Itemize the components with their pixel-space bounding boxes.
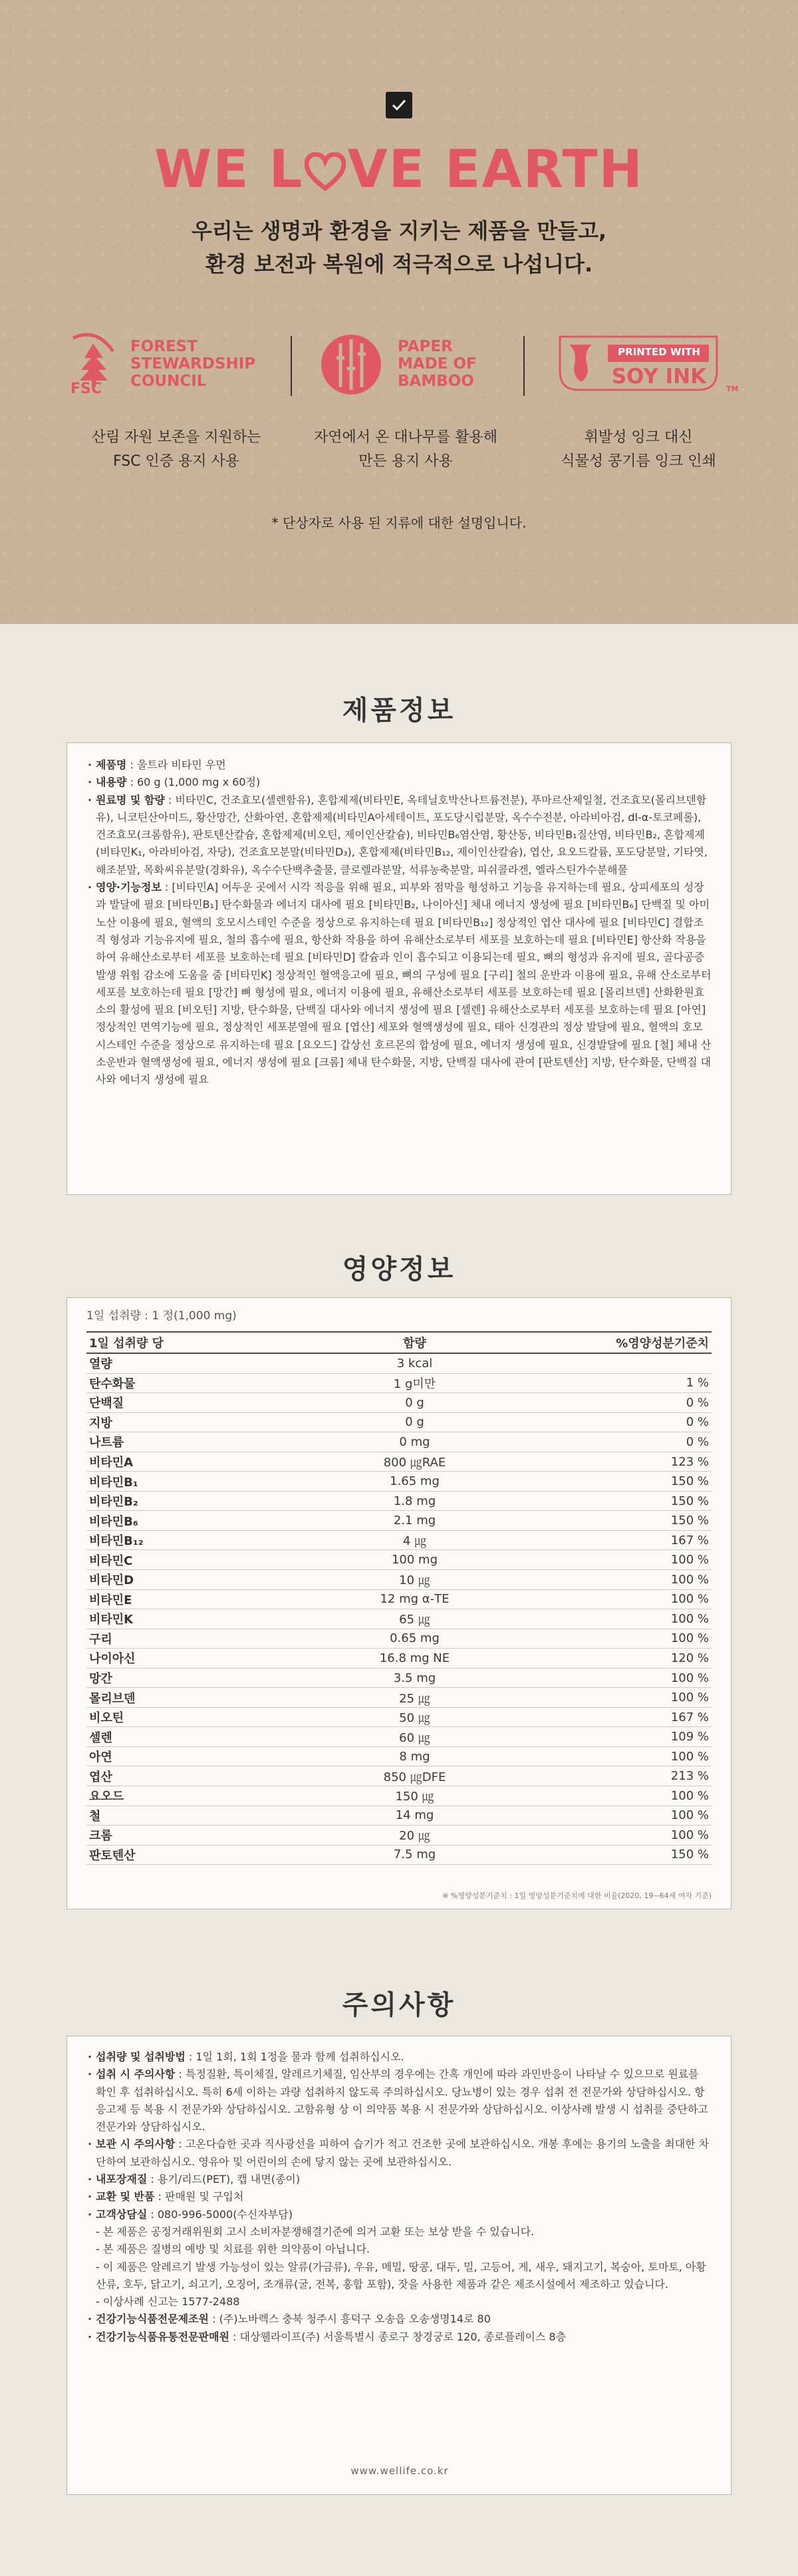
- maker-list: [86, 2311, 712, 2346]
- maker-item-key: 건강기능식품유통전문판매원: [96, 2330, 229, 2343]
- product-info-title: 제품정보: [342, 695, 456, 726]
- eco-intro: [0, 214, 798, 281]
- nutrient-amount: 100 mg: [336, 1550, 493, 1570]
- header-daily-value: %영양성분기준치: [493, 1332, 712, 1353]
- caution-note: - 이 제품은 알레르기 발생 가능성이 있는 알류(가금류), 우유, 메밀, 땅콩, 대두, 밀, 고등어, 게, 새우, 돼지고기, 복숭아, 토마토, 아황산류, 호두, 닭고기, 쇠고기, 오징어, 조개류(굴, 전복, 홍합 포함), 잣을 사용한 제품과 같은 제조시설에서 제조하고 있습니다.: [96, 2260, 706, 2291]
- table-row: [86, 1353, 712, 1373]
- nutrient-amount: 3 kcal: [336, 1353, 493, 1373]
- nutrient-amount: 3.5 mg: [336, 1668, 493, 1688]
- caution-item: [86, 2048, 712, 2066]
- caution-note: - 이상사례 신고는 1577-2488: [96, 2295, 240, 2309]
- nutrient-amount: 0 g: [336, 1393, 493, 1413]
- nutrient-name: 철: [86, 1806, 336, 1826]
- table-row: [86, 1550, 712, 1570]
- nutrient-name: 구리: [86, 1629, 336, 1649]
- product-info-item-key: 영양·기능정보: [96, 881, 162, 894]
- nutrient-daily-value: 150 %: [493, 1845, 712, 1865]
- nutrient-daily-value: 213 %: [493, 1766, 712, 1786]
- nutrient-daily-value: 150 %: [493, 1491, 712, 1511]
- nutrient-name: 비타민D: [86, 1570, 336, 1590]
- table-row: [86, 1452, 712, 1472]
- nutrient-name: 비오틴: [86, 1707, 336, 1727]
- nutrient-name: 비타민E: [86, 1589, 336, 1609]
- table-row: [86, 1806, 712, 1826]
- bamboo-logo-text: PAPER MADE OF BAMBOO: [398, 338, 477, 390]
- nutrient-name: 나트륨: [86, 1432, 336, 1452]
- nutrient-amount: 14 mg: [336, 1806, 493, 1826]
- serving-size: 1일 섭취량 : 1 정(1,000 mg): [86, 1309, 237, 1323]
- table-row: [86, 1472, 712, 1492]
- nutrient-daily-value: 150 %: [493, 1511, 712, 1531]
- nutrient-name: 크롬: [86, 1826, 336, 1846]
- caution-item: [86, 2188, 712, 2205]
- table-row: [86, 1373, 712, 1393]
- caution-note: - 본 제품은 질병의 예방 및 치료를 위한 의약품이 아닙니다.: [96, 2243, 370, 2256]
- nutrient-daily-value: 109 %: [493, 1727, 712, 1747]
- product-info-item-key: 내용량: [96, 776, 127, 789]
- nutrient-amount: 7.5 mg: [336, 1845, 493, 1865]
- nutrient-amount: 65 ㎍: [336, 1609, 493, 1629]
- table-row: [86, 1432, 712, 1452]
- caution-list: [86, 2048, 712, 2223]
- nutrient-daily-value: 120 %: [493, 1649, 712, 1669]
- caution-item-key: 고객상담실: [96, 2207, 148, 2221]
- nutrient-amount: 16.8 mg NE: [336, 1649, 493, 1669]
- product-info-item-key: 제품명: [96, 758, 127, 771]
- nutrient-daily-value: 167 %: [493, 1707, 712, 1727]
- nutrient-amount: 50 ㎍: [336, 1707, 493, 1727]
- table-row: [86, 1393, 712, 1413]
- bamboo-icon: [319, 331, 386, 398]
- table-row: [86, 1530, 712, 1550]
- caution-item: [86, 2171, 712, 2188]
- nutrient-amount: 0.65 mg: [336, 1629, 493, 1649]
- checkbox-icon: [386, 92, 412, 118]
- table-row: [86, 1688, 712, 1708]
- table-row: [86, 1570, 712, 1590]
- caution-item-key: 섭취 시 주의사항: [96, 2068, 176, 2081]
- nutrient-daily-value: 150 %: [493, 1472, 712, 1492]
- nutrient-daily-value: 100 %: [493, 1668, 712, 1688]
- soy-ink-caption: 휘발성 잉크 대신 식물성 콩기름 잉크 인쇄: [561, 429, 716, 470]
- nutrition-title: 영양정보: [342, 1254, 456, 1285]
- product-info-item: [86, 792, 712, 879]
- fsc-logo: [66, 331, 279, 398]
- nutrient-amount: 850 ㎍DFE: [336, 1766, 493, 1786]
- caution-item: [86, 2136, 712, 2171]
- nutrient-amount: 8 mg: [336, 1746, 493, 1766]
- headline-part-1: WE L: [154, 140, 304, 200]
- table-row: [86, 1491, 712, 1511]
- nutrient-daily-value: [493, 1353, 712, 1373]
- soy-ink-logo: [552, 331, 745, 398]
- bamboo-caption: 자연에서 온 대나무를 활용해 만든 용지 사용: [313, 429, 497, 470]
- table-row: [86, 1668, 712, 1688]
- caution-item-key: 보관 시 주의사항: [96, 2138, 176, 2151]
- divider: [523, 336, 525, 396]
- table-row: [86, 1845, 712, 1865]
- nutrient-amount: 25 ㎍: [336, 1688, 493, 1708]
- caution-item-value: : 080-996-5000(수신자부담): [147, 2207, 293, 2221]
- headline-part-2: VE EARTH: [347, 140, 644, 200]
- nutrient-daily-value: 0 %: [493, 1393, 712, 1413]
- nutrient-daily-value: 100 %: [493, 1629, 712, 1649]
- caution-item-value: : 1일 1회, 1회 1정을 물과 함께 섭취하십시오.: [185, 2050, 404, 2063]
- nutrient-daily-value: 0 %: [493, 1432, 712, 1452]
- nutrient-amount: 1.65 mg: [336, 1472, 493, 1492]
- caution-box: [66, 2036, 732, 2495]
- nutrient-name: 탄수화물: [86, 1373, 336, 1393]
- maker-item: [86, 2329, 712, 2346]
- table-row: [86, 1766, 712, 1786]
- caution-title: 주의사항: [342, 1990, 456, 2020]
- nutrient-amount: 60 ㎍: [336, 1727, 493, 1747]
- caution-item: [86, 2206, 712, 2223]
- nutrient-name: 비타민A: [86, 1452, 336, 1472]
- header-amount: 함량: [336, 1332, 493, 1353]
- intro-line-2: 환경 보전과 복원에 적극적으로 나섭니다.: [205, 251, 593, 277]
- eco-headline: [0, 133, 798, 210]
- table-header-row: [86, 1332, 712, 1353]
- product-info-box: [66, 742, 732, 1195]
- product-info-item: [86, 774, 712, 791]
- nutrient-name: 아연: [86, 1746, 336, 1766]
- product-info-item: [86, 756, 712, 774]
- nutrition-box: [66, 1297, 732, 1909]
- nutrient-name: 엽산: [86, 1766, 336, 1786]
- product-info-item-value: : 비타민C, 건조효모(셀렌함유), 혼합제제(비타민E, 옥테닐호박산나트륨전분), 푸마르산제일철, 건조효모(몰리브덴함유), 니코틴산아미드, 황산망간, 산화아연, 혼합제제(비타민A아세테이트, 포도당시럽분말, 옥수수전분, 아라비아검, dl-α-토코페롤), 건조효모(크롬함유), 판토텐산칼슘, 혼합제제(비오틴, 제이인산칼슘), 비타민B₆염산염, 황산동, 비타민B₁질산염, 비타민B₂, 혼합제제(비타민K₁, 아라비아검, 자당), 건조효모분말(비타민D₃), 혼합제제(비타민B₁₂, 제이인산칼슘), 엽산, 요오드칼륨, 포도당분말, 기타엿, 해조분말, 목화씨유분말(경화유), 옥수수단백추출물, 클로렐라분말, 석류농축분말, 피쉬콜라겐, 엘라스틴가수분해물: [96, 793, 708, 876]
- nutrient-amount: 2.1 mg: [336, 1511, 493, 1531]
- website-url: www.wellife.co.kr: [350, 2464, 449, 2477]
- caution-notes: [86, 2223, 712, 2311]
- product-info-list: [86, 756, 712, 1089]
- table-row: [86, 1727, 712, 1747]
- maker-item-value: : 대상웰라이프(주) 서울특별시 종로구 창경궁로 120, 종로플레이스 8층: [229, 2330, 567, 2343]
- nutrient-daily-value: 123 %: [493, 1452, 712, 1472]
- divider: [291, 336, 292, 396]
- nutrition-table: [86, 1331, 712, 1865]
- nutrient-name: 지방: [86, 1412, 336, 1432]
- nutrient-amount: 1.8 mg: [336, 1491, 493, 1511]
- maker-item: [86, 2311, 712, 2328]
- caution-item: [86, 2066, 712, 2136]
- nutrient-name: 비타민B₂: [86, 1491, 336, 1511]
- nutrient-name: 단백질: [86, 1393, 336, 1413]
- table-row: [86, 1746, 712, 1766]
- nutrient-name: 열량: [86, 1353, 336, 1373]
- table-row: [86, 1589, 712, 1609]
- nutrient-daily-value: 100 %: [493, 1550, 712, 1570]
- table-row: [86, 1786, 712, 1806]
- nutrient-name: 몰리브덴: [86, 1688, 336, 1708]
- caution-note: - 본 제품은 공정거래위원회 고시 소비자분쟁해결기준에 의거 교환 또는 보상 받을 수 있습니다.: [96, 2225, 535, 2238]
- soy-ink-line-1: PRINTED WITH: [618, 346, 700, 358]
- nutrient-daily-value: 100 %: [493, 1609, 712, 1629]
- table-row: [86, 1511, 712, 1531]
- nutrient-daily-value: 100 %: [493, 1746, 712, 1766]
- nutrient-daily-value: 100 %: [493, 1688, 712, 1708]
- nutrient-name: 비타민C: [86, 1550, 336, 1570]
- nutrient-daily-value: 100 %: [493, 1570, 712, 1590]
- nutrient-amount: 12 mg α-TE: [336, 1589, 493, 1609]
- nutrient-name: 망간: [86, 1668, 336, 1688]
- intro-line-1: 우리는 생명과 환경을 지키는 제품을 만들고,: [191, 218, 607, 243]
- nutrient-amount: 4 ㎍: [336, 1530, 493, 1550]
- nutrient-amount: 0 g: [336, 1412, 493, 1432]
- nutrient-name: 셀렌: [86, 1727, 336, 1747]
- fsc-logo-text: FOREST STEWARDSHIP COUNCIL: [130, 338, 256, 390]
- bamboo-logo: [319, 331, 505, 398]
- heart-icon: [305, 137, 346, 210]
- nutrient-daily-value: 100 %: [493, 1786, 712, 1806]
- eco-banner: [0, 0, 798, 624]
- nutrient-daily-value: 100 %: [493, 1806, 712, 1826]
- nutrient-amount: 20 ㎍: [336, 1826, 493, 1846]
- caution-item-key: 섭취량 및 섭취방법: [96, 2050, 186, 2063]
- caution-item-value: : 판매원 및 구입처: [154, 2190, 244, 2203]
- nutrient-amount: 1 g미만: [336, 1373, 493, 1393]
- nutrient-daily-value: 0 %: [493, 1412, 712, 1432]
- nutrient-daily-value: 100 %: [493, 1589, 712, 1609]
- nutrient-amount: 800 ㎍RAE: [336, 1452, 493, 1472]
- nutrient-daily-value: 1 %: [493, 1373, 712, 1393]
- nutrient-amount: 10 ㎍: [336, 1570, 493, 1590]
- caution-item-value: : 고온다습한 곳과 직사광선을 피하여 습기가 적고 건조한 곳에 보관하십시오. 개봉 후에는 용기의 노출을 최대한 차단하여 보관하십시오. 영유아 및 어린이의 손에 닿지 않는 곳에 보관하십시오.: [96, 2138, 710, 2168]
- header-nutrient: 1일 섭취량 당: [86, 1332, 336, 1353]
- nutrient-name: 비타민B₆: [86, 1511, 336, 1531]
- maker-item-value: : (주)노바렉스 충북 청주시 흥덕구 오송읍 오송생명14로 80: [209, 2313, 491, 2326]
- product-info-item-key: 원료명 및 함량: [96, 793, 165, 806]
- nutrient-name: 판토텐산: [86, 1845, 336, 1865]
- nutrient-name: 비타민B₁₂: [86, 1530, 336, 1550]
- product-info-item: [86, 879, 712, 1089]
- soy-ink-tm: TM: [726, 385, 739, 393]
- fsc-mark: FSC: [70, 381, 102, 397]
- nutrient-name: 비타민K: [86, 1609, 336, 1629]
- nutrient-amount: 150 ㎍: [336, 1786, 493, 1806]
- caution-item-value: : 용기/리드(PET), 캡 내면(종이): [147, 2173, 301, 2186]
- product-info-item-value: : [비타민A] 어두운 곳에서 시각 적응을 위해 필요, 피부와 점막을 형성하고 기능을 유지하는데 필요, 상피세포의 성장과 발달에 필요 [비타민B₁] 탄수화물과 에너지 대사에 필요 [비타민B₂, 나이아신] 체내 에너지 생성에 필요 [비타민B₆] 단백질 및 아미노산 이용에 필요, 혈액의 호모시스테인 수준을 정상으로 유지하는데 필요 [비타민B₁₂] 정상적인 엽산 대사에 필요 [비타민C] 결합조직 형성과 기능유지에 필요, 철의 흡수에 필요, 항산화 작용을 하여 유해산소로부터 세포를 보호하는데 필요 [비타민E] 항산화 작용을 하여 유해산소로부터 세포를 보호하는데 필요 [비타민D] 칼슘과 인이 흡수되고 이용되는데 필요, 뼈의 형성과 유지에 필요, 골다공증발생 위험 감소에 도움을 줌 [비타민K] 정상적인 혈액응고에 필요, 뼈의 구성에 필요 [구리] 철의 운반과 이용에 필요, 유해 산소로부터 세포를 보호하는데 필요 [망간] 뼈 형성에 필요, 에너지 이용에 필요, 유해산소로부터 세포를 보호하는데 필요 [몰리브덴] 산화환원효소의 활성에 필요 [비오틴] 지방, 탄수화물, 단백질 대사와 에너지 생성에 필요 [셀렌] 유해산소로부터 세포를 보호하는데 필요 [아연] 정상적인 면역기능에 필요, 정상적인 세포분열에 필요 [엽산] 세포와 혈액생성에 필요, 태아 신경관의 정상 발달에 필요, 혈액의 호모시스테인 수준을 정상으로 유지하는데 필요 [요오드] 갑상선 호르몬의 합성에 필요, 에너지 생성에 필요, 신경발달에 필요 [철] 체내 산소운반과 혈액생성에 필요, 에너지 생성에 필요 [크롬] 체내 탄수화물, 지방, 단백질 대사에 관여 [판토텐산] 지방, 탄수화물, 단백질 대사와 에너지 생성에 필요: [96, 881, 712, 1086]
- nutrient-daily-value: 100 %: [493, 1826, 712, 1846]
- fsc-caption: 산림 자원 보존을 지원하는 FSC 인증 용지 사용: [91, 429, 261, 470]
- nutrient-name: 나이아신: [86, 1649, 336, 1669]
- soy-ink-line-2: SOY INK: [611, 365, 707, 389]
- caution-item-key: 교환 및 반품: [96, 2190, 155, 2203]
- caution-item-key: 내포장재질: [96, 2173, 148, 2186]
- table-row: [86, 1609, 712, 1629]
- product-info-item-value: : 60 g (1,000 mg x 60정): [126, 776, 261, 789]
- caution-item-value: : 특정질환, 특이체질, 알레르기체질, 임산부의 경우에는 간혹 개인에 따라 과민반응이 나타날 수 있으므로 원료를 확인 후 섭취하십시오. 특히 6세 이하는 과량 섭취하지 않도록 주의하십시오. 당뇨병이 있는 경우 섭취 전 전문가와 상담하십시오. 항응고제 등 복용 시 전문가와 상담하십시오. 고함유형 상 이 의약품 복용 시 전문가와 상담하십시오. 이상사례 발생 시 섭취를 중단하고 전문가와 상담하십시오.: [96, 2068, 708, 2134]
- nutrient-amount: 0 mg: [336, 1432, 493, 1452]
- nutrient-name: 요오드: [86, 1786, 336, 1806]
- nutrition-footnote: ※ %영양성분기준치 : 1일 영양성분기준치에 대한 비율(2020, 19~64세 여자 기준): [442, 1891, 712, 1900]
- eco-note: * 단상자로 사용 된 지류에 대한 설명입니다.: [271, 515, 527, 531]
- maker-item-key: 건강기능식품전문제조원: [96, 2313, 209, 2326]
- table-row: [86, 1412, 712, 1432]
- table-row: [86, 1826, 712, 1846]
- nutrient-name: 비타민B₁: [86, 1472, 336, 1492]
- table-row: [86, 1707, 712, 1727]
- table-row: [86, 1649, 712, 1669]
- product-info-item-value: : 울트라 비타민 우먼: [126, 758, 226, 771]
- table-row: [86, 1629, 712, 1649]
- nutrient-daily-value: 167 %: [493, 1530, 712, 1550]
